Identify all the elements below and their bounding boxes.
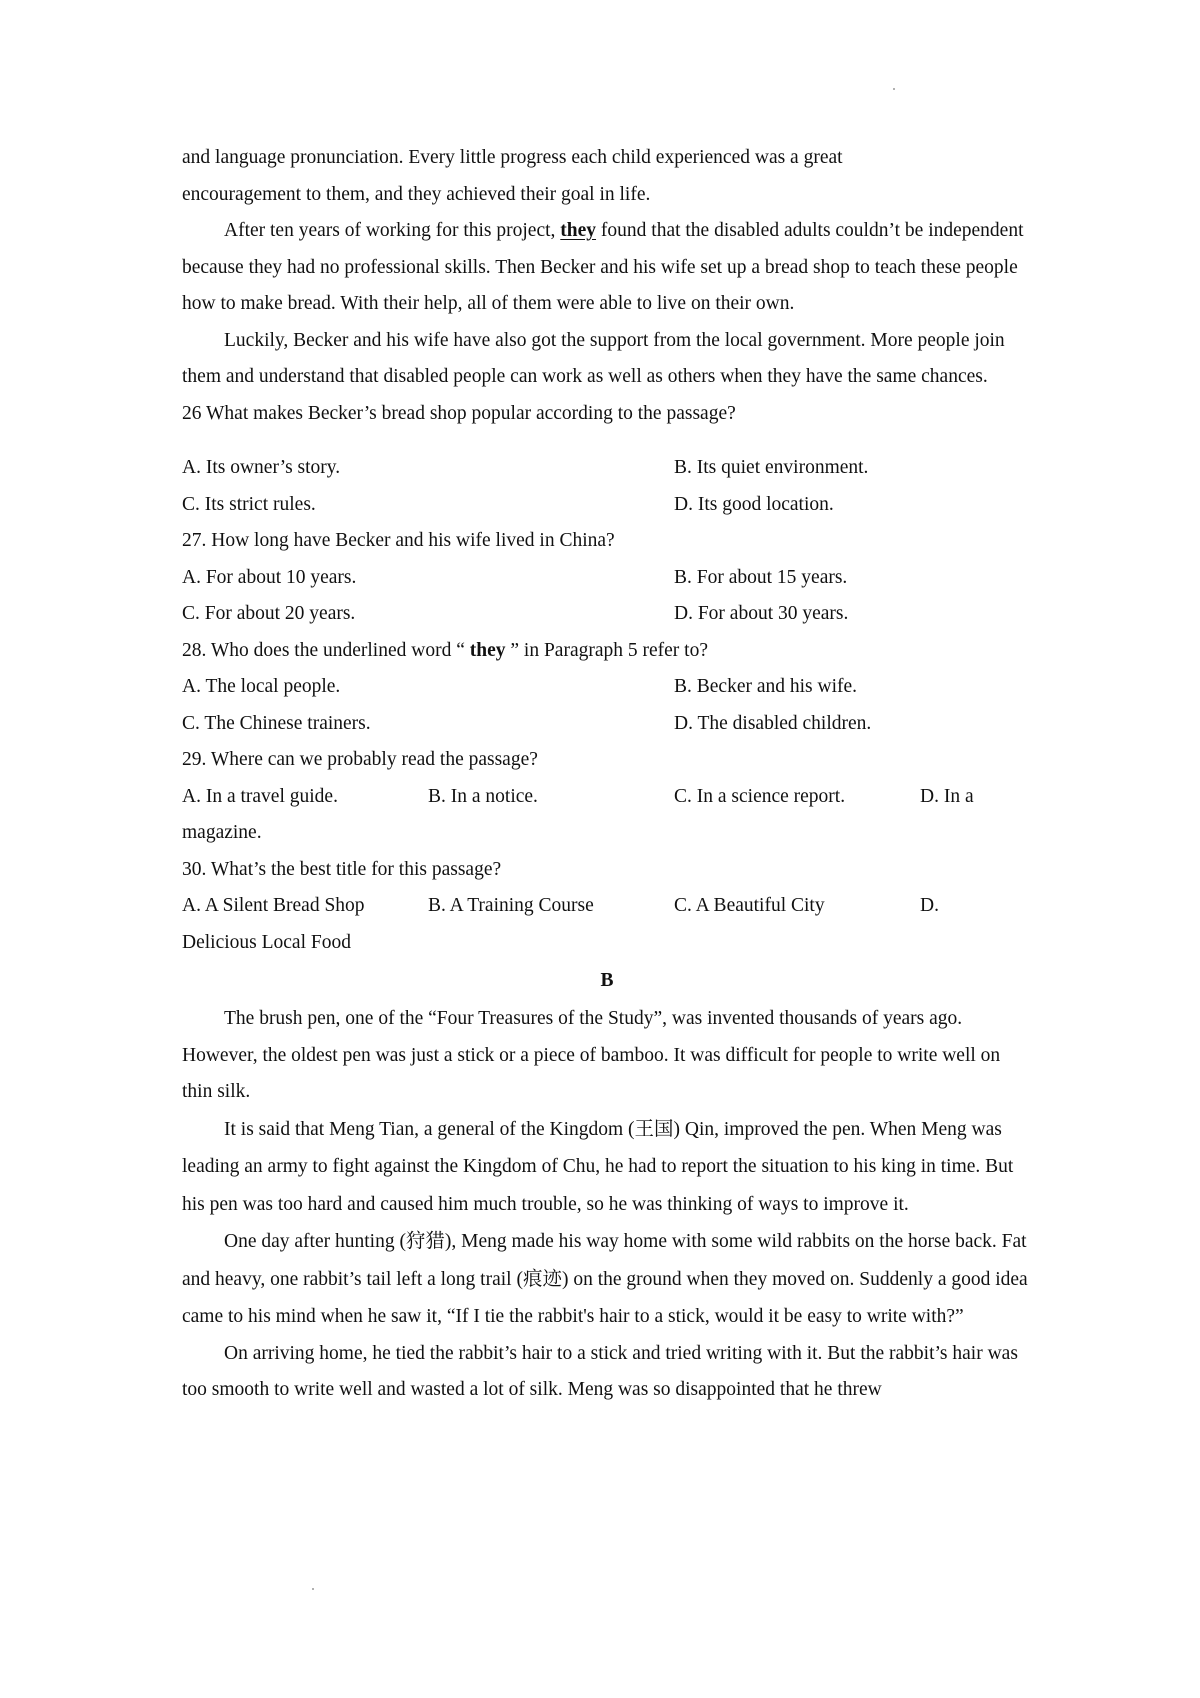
- question-26-options-cd: [182, 487, 1032, 524]
- question-26-options-ab: [182, 450, 1032, 487]
- q28-stem-after: ” in Paragraph 5 refer to?: [505, 639, 708, 661]
- option-28-b: B. Becker and his wife.: [674, 676, 858, 697]
- q28-stem-before: 28. Who does the underlined word “: [182, 639, 470, 661]
- question-29-stem: 29. Where can we probably read the passage?: [182, 749, 538, 770]
- underlined-word-they: they: [560, 220, 597, 241]
- section-b-p4: On arriving home, he tied the rabbit’s hair to a stick and tried writing with it. But the rabbit’s hair was too smooth to write well and wasted a lot of silk. Meng was so disappointed that he threw: [182, 1342, 1018, 1400]
- section-b-p1: The brush pen, one of the “Four Treasures of the Study”, was invented thousands of years ago. However, the oldest pen was just a stick or a piece of bamboo. It was difficult for people to write well on thin silk.: [182, 1008, 1001, 1102]
- p2-text-after: found that the disabled adults couldn’t be independent because they had no professional skills. Then Becker and his wife set up a bread shop to teach these people how to make bread. With their help, all of them were able to live on their own.: [182, 220, 1024, 314]
- option-27-c: C. For about 20 years.: [182, 603, 356, 624]
- passage-a-p1-line2: encouragement to them, and they achieved their goal in life.: [182, 183, 651, 205]
- question-28-stem: [182, 633, 1032, 670]
- option-26-d: D. Its good location.: [674, 493, 834, 515]
- option-29-b: B. In a notice.: [428, 785, 538, 807]
- option-28-d: D. The disabled children.: [674, 712, 872, 734]
- option-29-c: C. In a science report.: [674, 785, 846, 807]
- section-b-p2: It is said that Meng Tian, a general of the Kingdom (王国) Qin, improved the pen. When Meng was leading an army to fight against the Kingdom of Chu, he had to report the situation to his king in time. But his pen was too hard and caused him much trouble, so he was thinking of ways to improve it.: [182, 1118, 1014, 1215]
- scan-dot: [893, 88, 895, 90]
- option-29-a: A. In a travel guide.: [182, 785, 338, 807]
- passage-a-p1-line1: and language pronunciation. Every little progress each child experienced was a great: [182, 147, 843, 168]
- question-26-stem: 26 What makes Becker’s bread shop popular according to the passage?: [182, 402, 736, 424]
- question-27-stem: 27. How long have Becker and his wife lived in China?: [182, 530, 615, 551]
- question-27-options-ab: [182, 560, 1032, 597]
- option-27-d: D. For about 30 years.: [674, 603, 849, 624]
- question-29-options: [182, 779, 1032, 816]
- scan-dot: [312, 1588, 314, 1590]
- question-28-options-ab: [182, 669, 1032, 706]
- option-27-b: B. For about 15 years.: [674, 566, 848, 588]
- passage-a-p3: Luckily, Becker and his wife have also got the support from the local government. More people join them and understand that disabled people can work as well as others when they have the same chances.: [182, 329, 1005, 387]
- passage-a-p2: [182, 213, 1032, 323]
- option-29-d: D. In a: [920, 785, 974, 807]
- question-30-options: [182, 888, 1032, 925]
- section-b-heading: B: [600, 970, 614, 991]
- option-29-d-wrap: magazine.: [182, 822, 262, 843]
- option-28-c: C. The Chinese trainers.: [182, 712, 371, 734]
- section-b-p3: One day after hunting (狩猎), Meng made his way home with some wild rabbits on the horse back. Fat and heavy, one rabbit’s tail left a long trail (痕迹) on the ground when they moved on. Suddenly a good idea came to his mind when he saw it, “If I tie the rabbit's hair to a stick, would it be easy to write with?”: [182, 1231, 1028, 1327]
- option-30-a: A. A Silent Bread Shop: [182, 895, 365, 916]
- option-27-a: A. For about 10 years.: [182, 566, 357, 588]
- option-26-a: A. Its owner’s story.: [182, 457, 341, 478]
- option-30-b: B. A Training Course: [428, 895, 594, 916]
- option-30-d-wrap: Delicious Local Food: [182, 931, 351, 953]
- option-26-b: B. Its quiet environment.: [674, 457, 869, 478]
- document-page: [182, 140, 1032, 1409]
- option-28-a: A. The local people.: [182, 676, 341, 697]
- question-30-stem: 30. What’s the best title for this passage?: [182, 858, 502, 880]
- p2-text-before: After ten years of working for this project,: [224, 220, 561, 241]
- option-30-d: D.: [920, 895, 939, 916]
- question-27-options-cd: [182, 596, 1032, 633]
- question-28-options-cd: [182, 706, 1032, 743]
- option-26-c: C. Its strict rules.: [182, 493, 316, 515]
- option-30-c: C. A Beautiful City: [674, 895, 825, 916]
- q28-stem-word: they: [469, 639, 506, 661]
